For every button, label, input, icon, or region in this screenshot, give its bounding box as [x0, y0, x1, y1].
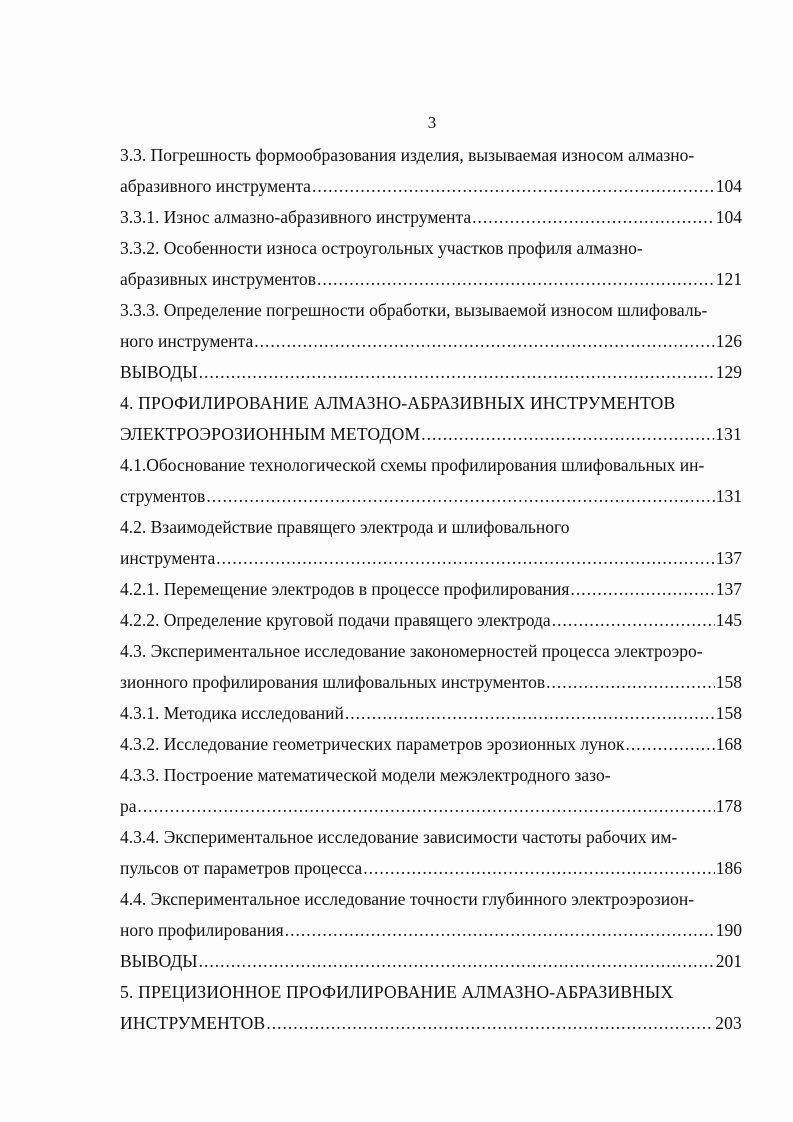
- toc-page-number: 137: [715, 579, 742, 599]
- toc-line: 4.2. Взаимодействие правящего электрода и шлифовального: [120, 517, 570, 537]
- toc-entry: ИНСТРУМЕНТОВ ..... 203: [120, 1008, 742, 1039]
- dot-leader: [570, 574, 714, 605]
- toc-entry: 4.2.1. Перемещение электродов в процессе профилирования ..... 137: [120, 574, 742, 605]
- dot-leader: [312, 171, 715, 202]
- toc-entry: ра ..... 178: [120, 791, 742, 822]
- dot-leader: [625, 729, 714, 760]
- dot-leader: [199, 357, 715, 388]
- toc-page-number: 158: [715, 703, 742, 723]
- dot-leader: [216, 543, 715, 574]
- page-number: 3: [427, 113, 437, 132]
- toc-entry: ЭЛЕКТРОЭРОЗИОННЫМ МЕТОДОМ ..... 131: [120, 419, 742, 450]
- toc-entry: абразивного инструмента ..... 104: [120, 171, 742, 202]
- toc-line: 3.3.3. Определение погрешности обработки, вызываемой износом шлифоваль-: [120, 300, 708, 320]
- toc-chapter-heading: 5. ПРЕЦИЗИОННОЕ ПРОФИЛИРОВАНИЕ АЛМАЗНО-АБРАЗИВНЫХ: [120, 982, 674, 1002]
- toc-entry: 4.3.1. Методика исследований ..... 158: [120, 698, 742, 729]
- toc-entry: зионного профилирования шлифовальных инструментов ..... 158: [120, 667, 742, 698]
- toc-page-number: 168: [715, 734, 742, 754]
- toc-page-number: 178: [715, 796, 742, 816]
- toc-entry: пульсов от параметров процесса ..... 186: [120, 853, 742, 884]
- toc-entry: инструмента ..... 137: [120, 543, 742, 574]
- dot-leader: [199, 946, 715, 977]
- table-of-contents: [120, 140, 742, 1039]
- dot-leader: [254, 326, 715, 357]
- toc-line: 3.3.2. Особенности износа остроугольных участков профиля алмазно-: [120, 238, 643, 258]
- toc-page-number: 203: [715, 1013, 742, 1033]
- dot-leader: [266, 1008, 714, 1039]
- dot-leader: [546, 667, 715, 698]
- dot-leader: [552, 605, 715, 636]
- toc-page-number: 158: [715, 672, 742, 692]
- dot-leader: [345, 698, 715, 729]
- toc-page-number: 126: [715, 331, 742, 351]
- toc-line: 4.3. Экспериментальное исследование закономерностей процесса электроэро-: [120, 641, 703, 661]
- toc-page-number: 137: [715, 548, 742, 568]
- toc-line: 4.3.3. Построение математической модели межэлектродного зазо-: [120, 765, 611, 785]
- dot-leader: [317, 264, 715, 295]
- toc-page-number: 131: [715, 424, 742, 444]
- toc-page-number: 121: [715, 269, 742, 289]
- toc-line: 4.3.4. Экспериментальное исследование зависимости частоты рабочих им-: [120, 827, 678, 847]
- toc-entry: струментов ..... 131: [120, 481, 742, 512]
- toc-line: 4.4. Экспериментальное исследование точности глубинного электроэрозион-: [120, 889, 695, 909]
- toc-page-number: 190: [715, 920, 742, 940]
- toc-chapter-heading: 4. ПРОФИЛИРОВАНИЕ АЛМАЗНО-АБРАЗИВНЫХ ИНСТРУМЕНТОВ: [120, 393, 676, 413]
- toc-page-number: 104: [715, 176, 742, 196]
- toc-entry: абразивных инструментов ..... 121: [120, 264, 742, 295]
- toc-page-number: 145: [715, 610, 742, 630]
- toc-line: 4.1.Обоснование технологической схемы профилирования шлифовальных ин-: [120, 455, 705, 475]
- dot-leader: [421, 419, 714, 450]
- toc-entry: ного инструмента ..... 126: [120, 326, 742, 357]
- dot-leader: [206, 481, 714, 512]
- toc-entry: ВЫВОДЫ ..... 201: [120, 946, 742, 977]
- dot-leader: [138, 791, 715, 822]
- dot-leader: [472, 202, 715, 233]
- toc-entry: ВЫВОДЫ ..... 129: [120, 357, 742, 388]
- toc-entry: 3.3.1. Износ алмазно-абразивного инструмента ..... 104: [120, 202, 742, 233]
- toc-page-number: 131: [715, 486, 742, 506]
- toc-page-number: 129: [715, 362, 742, 382]
- toc-entry: 4.2.2. Определение круговой подачи правящего электрода ..... 145: [120, 605, 742, 636]
- toc-page-number: 201: [715, 951, 742, 971]
- toc-page-number: 104: [715, 207, 742, 227]
- dot-leader: [285, 915, 715, 946]
- toc-entry: 4.3.2. Исследование геометрических параметров эрозионных лунок ..... 168: [120, 729, 742, 760]
- dot-leader: [363, 853, 715, 884]
- toc-page-number: 186: [715, 858, 742, 878]
- toc-entry: ного профилирования ..... 190: [120, 915, 742, 946]
- toc-line: 3.3. Погрешность формообразования изделия, вызываемая износом алмазно-: [120, 145, 695, 165]
